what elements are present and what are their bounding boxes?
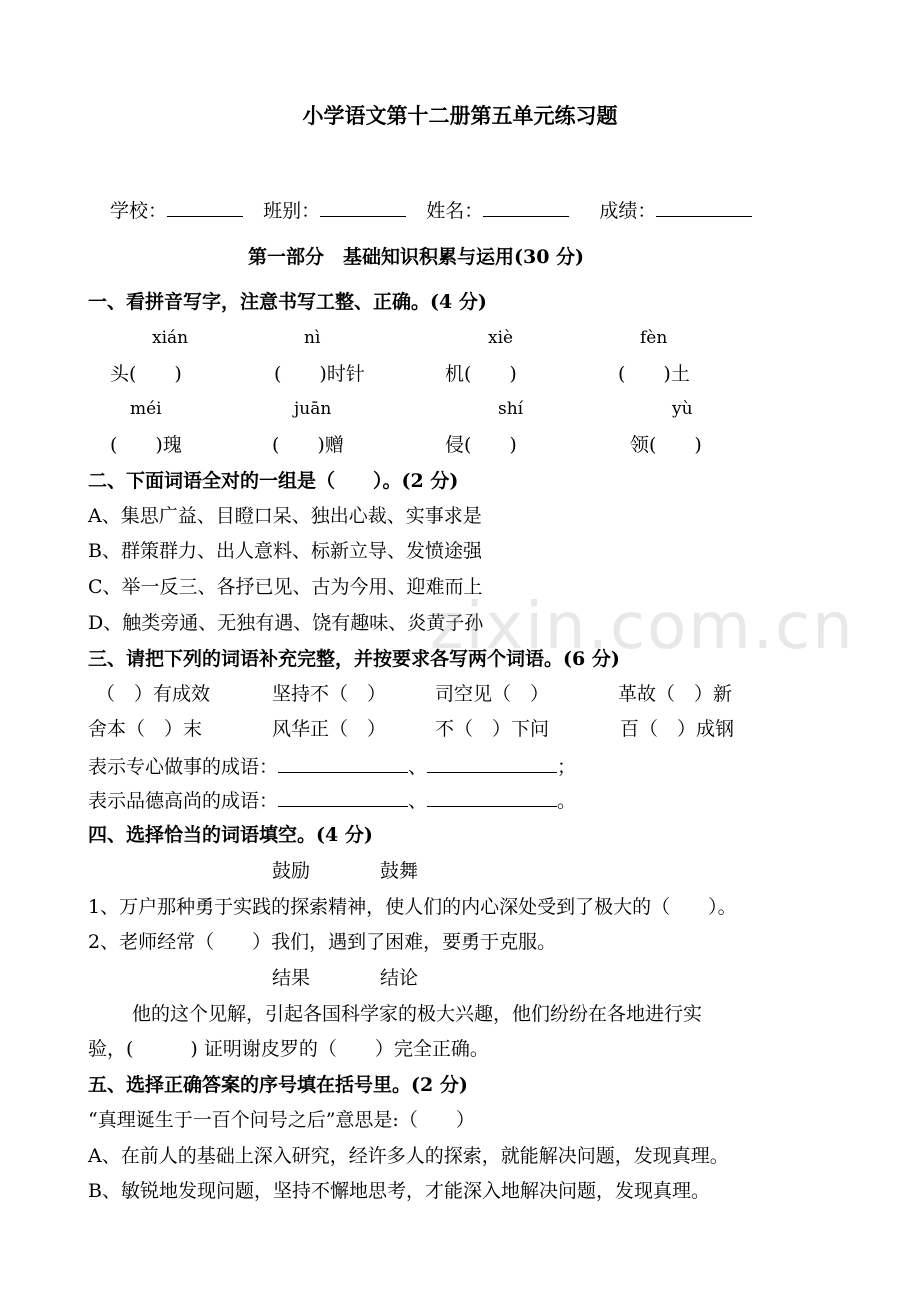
school-blank[interactable] <box>167 198 243 217</box>
q3-line2-blank-2[interactable] <box>427 788 557 807</box>
q4-sentence-2: 2、老师经常（ ）我们，遇到了困难，要勇于克服。 <box>88 931 557 953</box>
q3-line2-label: 表示品德高尚的成语： <box>88 790 279 812</box>
q4-word-jieguo: 结果 <box>272 967 311 989</box>
q3-idiom-4: 革故（ ）新 <box>618 683 733 705</box>
pinyin-fen: fèn <box>640 328 668 348</box>
school-label: 学校： <box>110 200 168 222</box>
pinyin-juan: juān <box>294 399 332 419</box>
watermark: zixin.com.cn <box>430 590 855 664</box>
q4-paragraph-line-2: 验，( ) 证明谢皮罗的（ ）完全正确。 <box>88 1038 489 1060</box>
q3-line1-blank-1[interactable] <box>278 754 408 773</box>
q3-line2-end: 。 <box>557 790 577 812</box>
q4-word-guli: 鼓励 <box>272 860 311 882</box>
q4-word-jielun: 结论 <box>380 967 419 989</box>
q3-line1-label: 表示专心做事的成语： <box>88 756 279 778</box>
q4-heading: 四、选择恰当的词语填空。(4 分) <box>88 824 373 846</box>
q4-sentence-1: 1、万户那种勇于实践的探索精神，使人们的内心深处受到了极大的（ ）。 <box>88 896 737 918</box>
q5-quote: “真理诞生于一百个问号之后”意思是:（ ） <box>88 1109 475 1131</box>
q1-word-5: ( )瑰 <box>110 434 182 456</box>
q3-line-focus <box>88 754 576 780</box>
q4-word-guwu: 鼓舞 <box>380 860 419 882</box>
q3-idiom-2: 坚持不（ ） <box>272 683 387 705</box>
part1-heading: 第一部分 基础知识积累与运用(30 分) <box>248 246 585 268</box>
q2-option-a: A、集思广益、目瞪口呆、独出心裁、实事求是 <box>88 505 482 527</box>
q3-idiom-1: （ ）有成效 <box>96 683 211 705</box>
q1-word-7: 侵( ) <box>445 434 517 456</box>
info-line <box>110 198 752 224</box>
q1-heading: 一、看拼音写字，注意书写工整、正确。(4 分) <box>88 291 487 313</box>
q1-word-4: ( )土 <box>618 363 690 385</box>
q1-word-8: 领( ) <box>630 434 702 456</box>
q3-line1-blank-2[interactable] <box>427 754 557 773</box>
q1-word-6: ( )赠 <box>272 434 344 456</box>
q2-heading: 二、下面词语全对的一组是（ ）。(2 分) <box>88 470 459 492</box>
q3-line2-sep: 、 <box>408 790 428 812</box>
class-label: 班别： <box>263 200 321 222</box>
q3-idiom-7: 不（ ）下问 <box>435 718 550 740</box>
q1-word-3: 机( ) <box>445 363 517 385</box>
page-title: 小学语文第十二册第五单元练习题 <box>302 103 618 128</box>
score-blank[interactable] <box>656 198 752 217</box>
q3-heading: 三、请把下列的词语补充完整，并按要求各写两个词语。(6 分) <box>88 648 620 670</box>
q3-line-virtue <box>88 788 576 814</box>
pinyin-yu: yù <box>672 399 693 419</box>
q3-idiom-5: 舍本（ ）末 <box>88 718 203 740</box>
class-blank[interactable] <box>320 198 406 217</box>
q4-paragraph-line-1: 他的这个见解，引起各国科学家的极大兴趣，他们纷纷在各地进行实 <box>132 1003 703 1025</box>
pinyin-xie: xiè <box>488 328 514 348</box>
q5-option-a: A、在前人的基础上深入研究，经许多人的探索，就能解决问题，发现真理。 <box>88 1145 729 1167</box>
pinyin-xian: xián <box>152 328 189 348</box>
q2-option-d: D、触类旁通、无独有遇、饶有趣味、炎黄子孙 <box>88 612 484 634</box>
q1-word-1: 头( ) <box>110 363 182 385</box>
name-label: 姓名： <box>426 200 484 222</box>
q3-line1-sep: 、 <box>408 756 428 778</box>
q3-line2-blank-1[interactable] <box>278 788 408 807</box>
pinyin-ni: nì <box>304 328 321 348</box>
q3-idiom-8: 百（ ）成钢 <box>620 718 735 740</box>
q3-idiom-6: 风华正（ ） <box>272 718 387 740</box>
pinyin-shi: shí <box>498 399 524 419</box>
pinyin-mei: méi <box>130 399 162 419</box>
q3-idiom-3: 司空见（ ） <box>435 683 550 705</box>
q3-line1-end: ； <box>557 756 577 778</box>
score-label: 成绩： <box>599 200 657 222</box>
q2-option-b: B、群策群力、出人意料、标新立导、发愤途强 <box>88 540 482 562</box>
name-blank[interactable] <box>483 198 569 217</box>
q1-word-2: ( )时针 <box>274 363 365 385</box>
q2-option-c: C、举一反三、各抒已见、古为今用、迎难而上 <box>88 576 483 598</box>
q5-heading: 五、选择正确答案的序号填在括号里。(2 分) <box>88 1074 468 1096</box>
q5-option-b: B、敏锐地发现问题，坚持不懈地思考，才能深入地解决问题，发现真理。 <box>88 1180 710 1202</box>
